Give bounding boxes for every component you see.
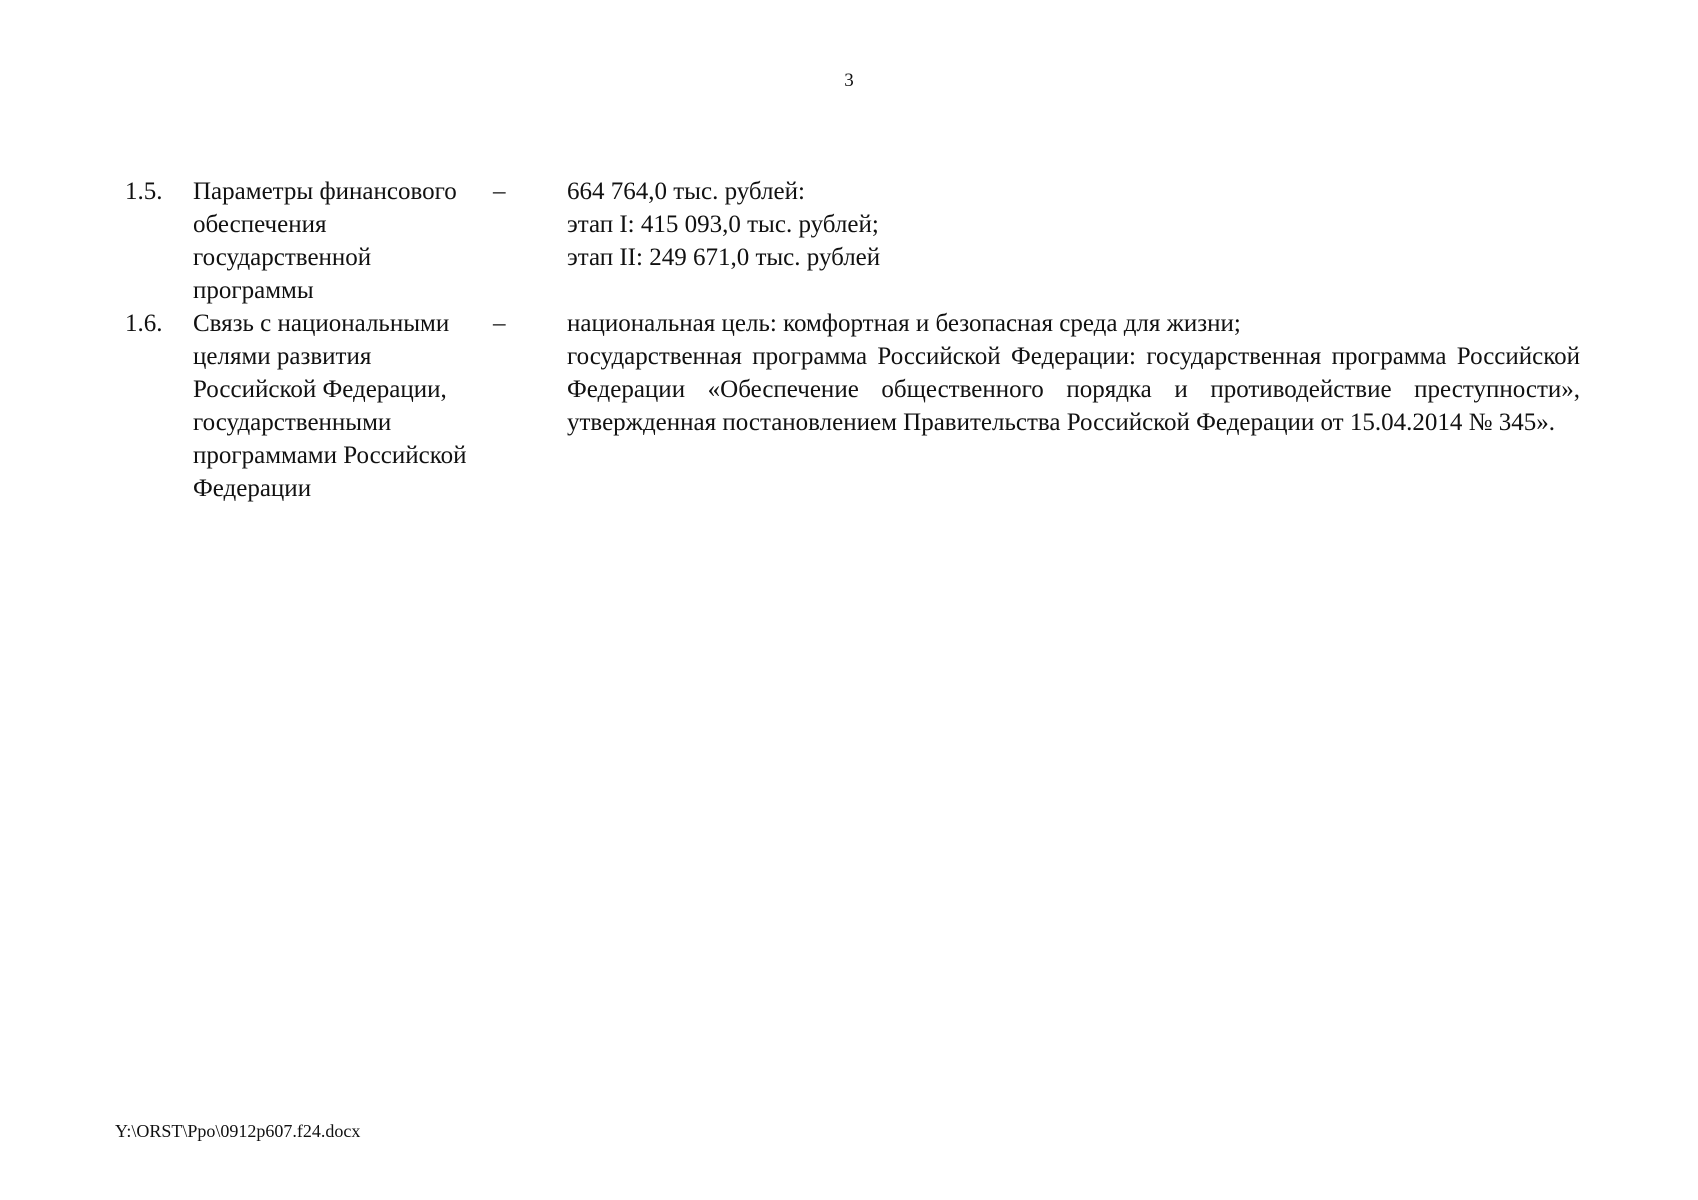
value-line: этап II: 249 671,0 тыс. рублей — [567, 244, 881, 271]
row-value — [567, 175, 1580, 274]
row-1-5 — [125, 175, 1580, 307]
row-value — [567, 307, 1580, 439]
value-line: государственная программа Российской Федерации: государственная программа Российской Федерации «Обеспечение общественного порядка и противодействие преступности», утвержденная постановлением Правительства Российской Федерации от 15.04.2014 № 345». — [567, 343, 1580, 436]
file-path-footer: Y:\ORST\Ppo\0912p607.f24.docx — [115, 1121, 361, 1141]
page-number: 3 — [844, 70, 854, 91]
value-line: этап I: 415 093,0 тыс. рублей; — [567, 211, 879, 238]
row-label: Параметры финансового обеспечения государственной программы — [193, 178, 457, 304]
program-parameters-table — [125, 175, 1580, 505]
row-number: 1.5. — [125, 178, 163, 205]
row-number: 1.6. — [125, 310, 163, 337]
value-line: 664 764,0 тыс. рублей: — [567, 178, 805, 205]
row-label: Связь с национальными целями развития Российской Федерации, государственными программами Российской Федерации — [193, 310, 467, 502]
dash-separator: – — [493, 178, 506, 205]
row-1-6 — [125, 307, 1580, 505]
dash-separator: – — [493, 310, 506, 337]
value-line: национальная цель: комфортная и безопасная среда для жизни; — [567, 310, 1241, 337]
